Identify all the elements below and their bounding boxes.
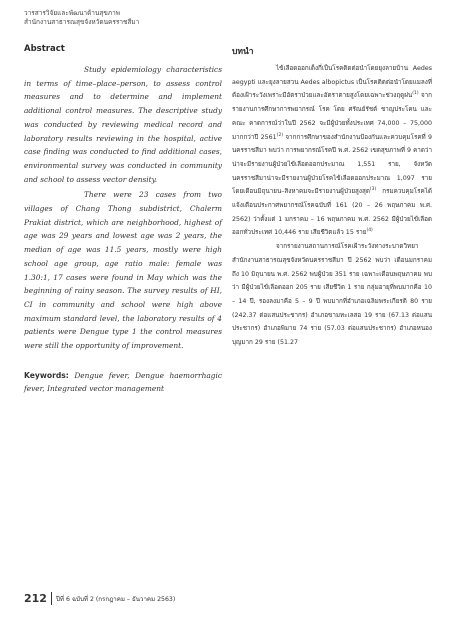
intro-text-b: จากรายงานการศึกษาการพยากรณ์ โรค โดย ศรัณย์รัชต์ ชาญประโคน และคณะ คาดการณ์ว่าในปี 2562 จะมีผู้ป่วยทั้งประเทศ 74,000 – 75,000 มากกว่าปี 2561 — [232, 92, 432, 141]
introduction-heading: บทนำ — [232, 47, 254, 57]
page-number: 212 — [24, 592, 52, 605]
introduction-paragraph-1 — [232, 62, 432, 240]
issue-info: ปีที่ 6 ฉบับที่ 2 (กรกฎาคม – ธันวาคม 2563) — [55, 595, 176, 603]
intro-text-d: กรมควบคุมโรคได้แจ้งเตือนประกาศพยากรณ์โรคฉบับที่ 161 (20 – 26 พฤษภาคม พ.ศ. 2562) ว่าตั้งแต่ 1 มกราคม – 16 พฤษภาคม พ.ศ. 2562 มีผู้ป่วยไข้เลือดออกทั่วประเทศ 10,446 ราย เสียชีวิตแล้ว 15 ราย — [232, 188, 432, 237]
introduction-paragraph-2: จากรายงานสถานการณ์โรคเฝ้าระวังทางระบาดวิทยาสำนักงานสาธารณสุขจังหวัดนครราชสีมา ปี 2562 พบว่า เดือนมกราคม ถึง 10 มิถุนายน พ.ศ. 2562 พบผู้ป่วย 351 ราย เฉพาะเดือนพฤษภาคม พบว่า มีผู้ป่วยไข้เลือดออก 205 ราย เสียชีวิต 1 ราย กลุ่มอายุที่พบมากคือ 10 – 14 ปี, รองลงมาคือ 5 – 9 ปี พบมากที่อำเภอเฉลิมพระเกียรติ 80 ราย (242.37 ต่อแสนประชากร) อำเภอขามทะเลสอ 19 ราย (67.13 ต่อแสนประชากร) อำเภอพิมาย 74 ราย (57.03 ต่อแสนประชากร) อำเภอหนองบุญมาก 29 ราย (51.27 — [232, 243, 432, 347]
journal-header — [24, 9, 139, 27]
citation-4: (4) — [366, 228, 373, 234]
intro-text-a: ไข้เลือดออกเด็งกี่เป็นโรคติดต่อนำโดยยุงลายบ้าน Aedes aegypti และยุงลายสวน Aedes albopictus เป็นโรคติดต่อนำโดยแมลงที่ต้องเฝ้าระวังเพราะมีอัตราป่วยและอัตราตายสูงโดยเฉพาะช่วงฤดูฝน — [232, 65, 432, 100]
introduction-column — [232, 40, 432, 350]
keywords-label: Keywords: — [24, 370, 69, 380]
citation-3: (3) — [369, 187, 377, 193]
intro-text-c: จากการศึกษาของสำนักงานป้องกันและควบคุมโรคที่ 9 นครราชสีมา พบว่า การพยากรณ์โรคปี พ.ศ. 2562 เขตสุขภาพที่ 9 คาดว่าน่าจะมีรายงานผู้ป่วยไข้เลือดออกประมาณ 1,551 ราย, จังหวัดนครราชสีมาน่าจะมีรายงานผู้ป่วยโรคไข้เลือดออกประมาณ 1,097 ราย โดยเดือนมิถุนายน–สิงหาคมจะมีรายงานผู้ป่วยสูงสุด — [232, 133, 432, 196]
journal-name: วารสารวิจัยและพัฒนาด้านสุขภาพ — [24, 9, 121, 17]
abstract-column — [24, 40, 222, 396]
journal-publisher: สำนักงานสาธารณสุขจังหวัดนครราชสีมา — [24, 18, 140, 26]
keywords — [24, 369, 222, 396]
page-footer — [24, 592, 175, 605]
citation-1: (1) — [412, 91, 419, 97]
abstract-heading: Abstract — [24, 44, 65, 54]
citation-2: (2) — [276, 132, 284, 138]
abstract-paragraph-2: There were 23 cases from two villages of Chang Thong subdistrict, Chalerm Prakiat district, which are neighborhood, highest of age was 29 years and lowest age was 2 years, the median of age was 11.5 years, mostly were high school age group, age ratio male: female was 1.30:1, 17 cases were found in May which was the beginning of rainy season. The survey results of HI, CI in community and school were high above maximum standard level, the laboratory results of 4 patients were Dengue type 1 the control measures were still the opportunity of improvement. — [24, 190, 222, 351]
keywords-text: Dengue fever, Dengue haemorrhagic fever, Integrated vector management — [24, 370, 222, 394]
abstract-paragraph-1: Study epidemiology characteristics in terms of time–place–person, to assess control measures and to determine and implement additional control measures. The descriptive study was conducted by reviewing medical record and laboratory results reviewing in the hospital, active case finding was conducted to find additional cases, environmental survey was conducted in community and school to assess vector density. — [24, 65, 222, 184]
